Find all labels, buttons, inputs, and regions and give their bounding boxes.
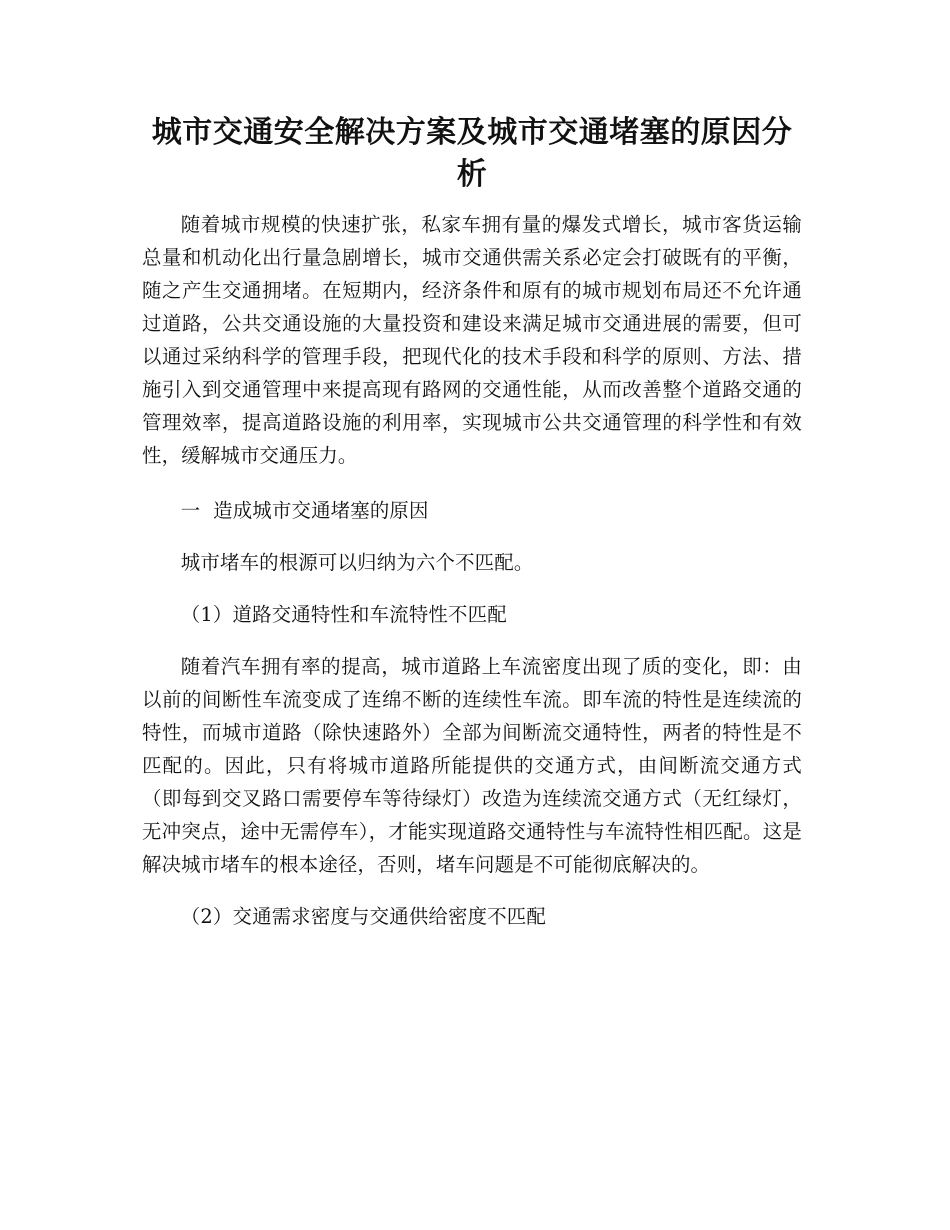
sub-heading-2: （2）交通需求密度与交通供给密度不匹配 bbox=[180, 905, 546, 928]
sub-heading-1: （1）道路交通特性和车流特性不匹配 bbox=[180, 603, 507, 626]
document-page bbox=[142, 112, 802, 933]
document-title: 城市交通安全解决方案及城市交通堵塞的原因分析 bbox=[151, 115, 793, 192]
summary-paragraph: 城市堵车的根源可以归纳为六个不匹配。 bbox=[180, 551, 534, 574]
intro-paragraph: 随着城市规模的快速扩张，私家车拥有量的爆发式增长，城市客货运输总量和机动化出行量急剧增长，城市交通供需关系必定会打破既有的平衡，随之产生交通拥堵。在短期内，经济条件和原有的城市规划布局还不允许通过道路，公共交通设施的大量投资和建设来满足城市交通进展的需要，但可以通过采纳科学的管理手段，把现代化的技术手段和科学的原则、方法、措施引入到交通管理中来提高现有路网的交通性能，从而改善整个道路交通的管理效率，提高道路设施的利用率，实现城市公共交通管理的科学性和有效性，缓解城市交通压力。 bbox=[142, 213, 802, 467]
body-paragraph-1: 随着汽车拥有率的提高，城市道路上车流密度出现了质的变化，即：由以前的间断性车流变成了连绵不断的连续性车流。即车流的特性是连续流的特性，而城市道路（除快速路外）全部为间断流交通特性，两者的特性是不匹配的。因此，只有将城市道路所能提供的交通方式，由间断流交通方式（即每到交叉路口需要停车等待绿灯）改造为连续流交通方式（无红绿灯，无冲突点，途中无需停车），才能实现道路交通特性与车流特性相匹配。这是解决城市堵车的根本途径，否则，堵车问题是不可能彻底解决的。 bbox=[142, 655, 802, 876]
section-heading: 一 造成城市交通堵塞的原因 bbox=[180, 499, 429, 522]
